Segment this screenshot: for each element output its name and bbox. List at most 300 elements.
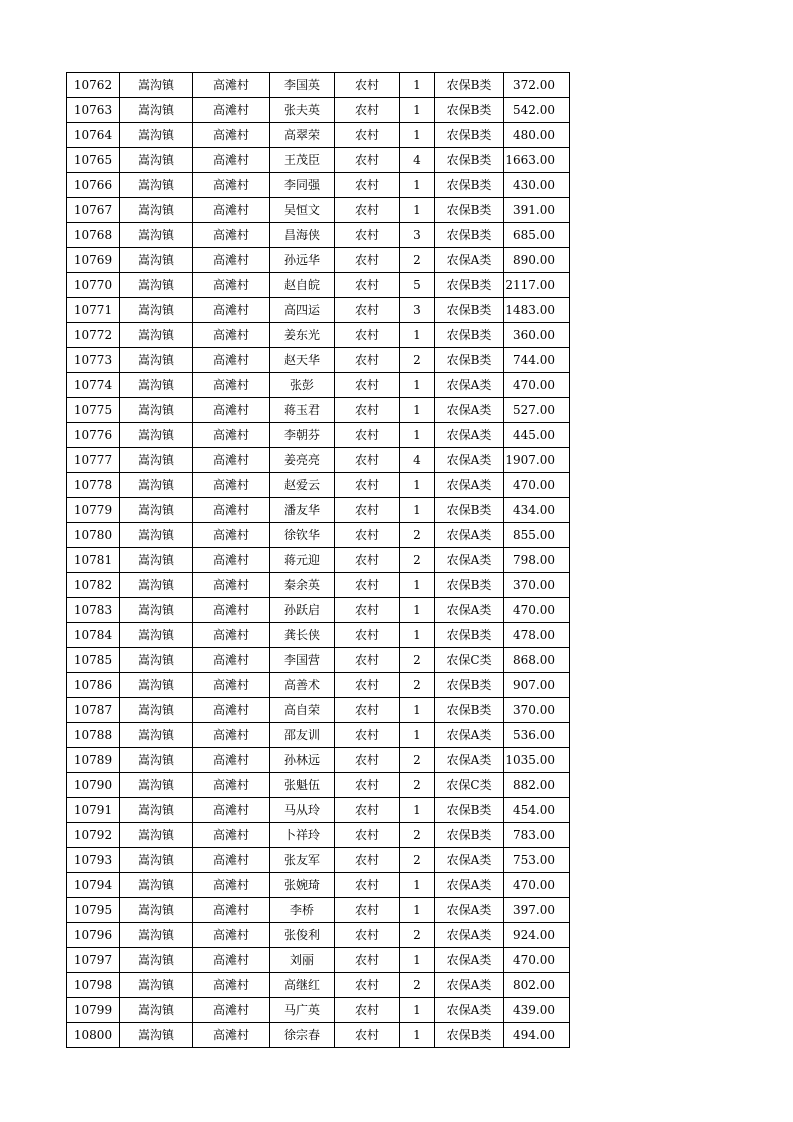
- household-count-cell: 1: [400, 73, 435, 98]
- amount-cell: 744.00: [504, 348, 570, 373]
- name-cell: 李同强: [270, 173, 335, 198]
- amount-cell: 397.00: [504, 898, 570, 923]
- insurance-category-cell: 农保B类: [435, 573, 504, 598]
- area-type-cell: 农村: [335, 123, 400, 148]
- area-type-cell: 农村: [335, 498, 400, 523]
- name-cell: 邵友训: [270, 723, 335, 748]
- name-cell: 孙跃启: [270, 598, 335, 623]
- amount-cell: 370.00: [504, 573, 570, 598]
- village-cell: 高滩村: [193, 273, 270, 298]
- table-row: [67, 398, 570, 423]
- village-cell: 高滩村: [193, 223, 270, 248]
- amount-cell: 685.00: [504, 223, 570, 248]
- table-row: [67, 998, 570, 1023]
- household-count-cell: 2: [400, 648, 435, 673]
- household-count-cell: 1: [400, 723, 435, 748]
- record-id-cell: 10799: [67, 998, 120, 1023]
- record-id-cell: 10779: [67, 498, 120, 523]
- table-row: [67, 1023, 570, 1048]
- insurance-category-cell: 农保B类: [435, 123, 504, 148]
- insurance-category-cell: 农保A类: [435, 398, 504, 423]
- record-id-cell: 10769: [67, 248, 120, 273]
- amount-cell: 868.00: [504, 648, 570, 673]
- area-type-cell: 农村: [335, 798, 400, 823]
- amount-cell: 454.00: [504, 798, 570, 823]
- amount-cell: 480.00: [504, 123, 570, 148]
- record-id-cell: 10783: [67, 598, 120, 623]
- area-type-cell: 农村: [335, 73, 400, 98]
- amount-cell: 1035.00: [504, 748, 570, 773]
- name-cell: 高自荣: [270, 698, 335, 723]
- name-cell: 秦余英: [270, 573, 335, 598]
- village-cell: 高滩村: [193, 173, 270, 198]
- household-count-cell: 1: [400, 1023, 435, 1048]
- insurance-category-cell: 农保B类: [435, 73, 504, 98]
- insurance-category-cell: 农保A类: [435, 448, 504, 473]
- household-count-cell: 1: [400, 123, 435, 148]
- village-cell: 高滩村: [193, 398, 270, 423]
- area-type-cell: 农村: [335, 848, 400, 873]
- record-id-cell: 10772: [67, 323, 120, 348]
- record-id-cell: 10765: [67, 148, 120, 173]
- table-row: [67, 823, 570, 848]
- village-cell: 高滩村: [193, 448, 270, 473]
- record-id-cell: 10782: [67, 573, 120, 598]
- amount-cell: 470.00: [504, 598, 570, 623]
- record-id-cell: 10784: [67, 623, 120, 648]
- area-type-cell: 农村: [335, 698, 400, 723]
- town-cell: 嵩沟镇: [120, 973, 193, 998]
- table-row: [67, 923, 570, 948]
- record-id-cell: 10780: [67, 523, 120, 548]
- area-type-cell: 农村: [335, 623, 400, 648]
- record-id-cell: 10798: [67, 973, 120, 998]
- area-type-cell: 农村: [335, 723, 400, 748]
- record-id-cell: 10770: [67, 273, 120, 298]
- record-id-cell: 10777: [67, 448, 120, 473]
- town-cell: 嵩沟镇: [120, 498, 193, 523]
- village-cell: 高滩村: [193, 773, 270, 798]
- name-cell: 张友军: [270, 848, 335, 873]
- amount-cell: 527.00: [504, 398, 570, 423]
- name-cell: 李朝芬: [270, 423, 335, 448]
- area-type-cell: 农村: [335, 773, 400, 798]
- insurance-category-cell: 农保A类: [435, 848, 504, 873]
- village-cell: 高滩村: [193, 98, 270, 123]
- record-id-cell: 10785: [67, 648, 120, 673]
- household-count-cell: 3: [400, 223, 435, 248]
- town-cell: 嵩沟镇: [120, 323, 193, 348]
- household-count-cell: 2: [400, 823, 435, 848]
- town-cell: 嵩沟镇: [120, 948, 193, 973]
- town-cell: 嵩沟镇: [120, 823, 193, 848]
- town-cell: 嵩沟镇: [120, 748, 193, 773]
- name-cell: 马从玲: [270, 798, 335, 823]
- insurance-category-cell: 农保B类: [435, 623, 504, 648]
- insurance-category-cell: 农保A类: [435, 873, 504, 898]
- record-id-cell: 10789: [67, 748, 120, 773]
- table-row: [67, 298, 570, 323]
- area-type-cell: 农村: [335, 148, 400, 173]
- town-cell: 嵩沟镇: [120, 998, 193, 1023]
- village-cell: 高滩村: [193, 648, 270, 673]
- insurance-category-cell: 农保B类: [435, 348, 504, 373]
- insurance-category-cell: 农保B类: [435, 698, 504, 723]
- town-cell: 嵩沟镇: [120, 98, 193, 123]
- table-row: [67, 348, 570, 373]
- area-type-cell: 农村: [335, 273, 400, 298]
- amount-cell: 360.00: [504, 323, 570, 348]
- record-id-cell: 10776: [67, 423, 120, 448]
- table-row: [67, 748, 570, 773]
- name-cell: 王茂臣: [270, 148, 335, 173]
- household-count-cell: 4: [400, 448, 435, 473]
- village-cell: 高滩村: [193, 298, 270, 323]
- name-cell: 蒋元迎: [270, 548, 335, 573]
- town-cell: 嵩沟镇: [120, 848, 193, 873]
- insurance-category-cell: 农保B类: [435, 173, 504, 198]
- town-cell: 嵩沟镇: [120, 123, 193, 148]
- table-row: [67, 623, 570, 648]
- area-type-cell: 农村: [335, 198, 400, 223]
- household-count-cell: 1: [400, 323, 435, 348]
- town-cell: 嵩沟镇: [120, 298, 193, 323]
- table-row: [67, 673, 570, 698]
- area-type-cell: 农村: [335, 423, 400, 448]
- village-cell: 高滩村: [193, 823, 270, 848]
- insurance-category-cell: 农保A类: [435, 548, 504, 573]
- amount-cell: 391.00: [504, 198, 570, 223]
- village-cell: 高滩村: [193, 373, 270, 398]
- household-count-cell: 2: [400, 523, 435, 548]
- name-cell: 姜东光: [270, 323, 335, 348]
- amount-cell: 372.00: [504, 73, 570, 98]
- town-cell: 嵩沟镇: [120, 248, 193, 273]
- record-id-cell: 10773: [67, 348, 120, 373]
- record-id-cell: 10788: [67, 723, 120, 748]
- household-count-cell: 1: [400, 623, 435, 648]
- amount-cell: 470.00: [504, 948, 570, 973]
- town-cell: 嵩沟镇: [120, 473, 193, 498]
- record-id-cell: 10792: [67, 823, 120, 848]
- village-cell: 高滩村: [193, 748, 270, 773]
- town-cell: 嵩沟镇: [120, 273, 193, 298]
- name-cell: 赵自皖: [270, 273, 335, 298]
- amount-cell: 1663.00: [504, 148, 570, 173]
- household-count-cell: 5: [400, 273, 435, 298]
- village-cell: 高滩村: [193, 473, 270, 498]
- name-cell: 张俊利: [270, 923, 335, 948]
- town-cell: 嵩沟镇: [120, 873, 193, 898]
- village-cell: 高滩村: [193, 848, 270, 873]
- amount-cell: 802.00: [504, 973, 570, 998]
- village-cell: 高滩村: [193, 673, 270, 698]
- insurance-category-cell: 农保B类: [435, 148, 504, 173]
- area-type-cell: 农村: [335, 573, 400, 598]
- table-row: [67, 323, 570, 348]
- area-type-cell: 农村: [335, 223, 400, 248]
- name-cell: 蒋玉君: [270, 398, 335, 423]
- village-cell: 高滩村: [193, 623, 270, 648]
- area-type-cell: 农村: [335, 948, 400, 973]
- record-id-cell: 10791: [67, 798, 120, 823]
- town-cell: 嵩沟镇: [120, 73, 193, 98]
- table-row: [67, 223, 570, 248]
- table-row: [67, 98, 570, 123]
- amount-cell: 536.00: [504, 723, 570, 748]
- village-cell: 高滩村: [193, 923, 270, 948]
- area-type-cell: 农村: [335, 98, 400, 123]
- village-cell: 高滩村: [193, 248, 270, 273]
- village-cell: 高滩村: [193, 123, 270, 148]
- town-cell: 嵩沟镇: [120, 773, 193, 798]
- village-cell: 高滩村: [193, 423, 270, 448]
- area-type-cell: 农村: [335, 448, 400, 473]
- name-cell: 张彭: [270, 373, 335, 398]
- record-id-cell: 10786: [67, 673, 120, 698]
- amount-cell: 855.00: [504, 523, 570, 548]
- area-type-cell: 农村: [335, 523, 400, 548]
- amount-cell: 470.00: [504, 473, 570, 498]
- amount-cell: 1907.00: [504, 448, 570, 473]
- household-count-cell: 2: [400, 773, 435, 798]
- record-id-cell: 10787: [67, 698, 120, 723]
- town-cell: 嵩沟镇: [120, 1023, 193, 1048]
- area-type-cell: 农村: [335, 173, 400, 198]
- area-type-cell: 农村: [335, 323, 400, 348]
- amount-cell: 753.00: [504, 848, 570, 873]
- table-row: [67, 148, 570, 173]
- record-id-cell: 10797: [67, 948, 120, 973]
- table-body: [67, 73, 570, 1048]
- amount-cell: 445.00: [504, 423, 570, 448]
- insurance-category-cell: 农保B类: [435, 798, 504, 823]
- record-id-cell: 10794: [67, 873, 120, 898]
- name-cell: 吴恒文: [270, 198, 335, 223]
- village-cell: 高滩村: [193, 898, 270, 923]
- household-count-cell: 2: [400, 348, 435, 373]
- town-cell: 嵩沟镇: [120, 723, 193, 748]
- town-cell: 嵩沟镇: [120, 798, 193, 823]
- record-id-cell: 10800: [67, 1023, 120, 1048]
- table-row: [67, 373, 570, 398]
- household-count-cell: 1: [400, 423, 435, 448]
- insurance-category-cell: 农保B类: [435, 198, 504, 223]
- amount-cell: 882.00: [504, 773, 570, 798]
- household-count-cell: 3: [400, 298, 435, 323]
- table-row: [67, 473, 570, 498]
- village-cell: 高滩村: [193, 973, 270, 998]
- amount-cell: 798.00: [504, 548, 570, 573]
- household-count-cell: 1: [400, 198, 435, 223]
- insurance-category-cell: 农保C类: [435, 648, 504, 673]
- area-type-cell: 农村: [335, 898, 400, 923]
- insurance-category-cell: 农保A类: [435, 723, 504, 748]
- record-id-cell: 10762: [67, 73, 120, 98]
- household-count-cell: 1: [400, 948, 435, 973]
- record-id-cell: 10764: [67, 123, 120, 148]
- household-count-cell: 1: [400, 498, 435, 523]
- insurance-category-cell: 农保B类: [435, 223, 504, 248]
- name-cell: 徐宗春: [270, 1023, 335, 1048]
- town-cell: 嵩沟镇: [120, 623, 193, 648]
- household-count-cell: 1: [400, 573, 435, 598]
- area-type-cell: 农村: [335, 248, 400, 273]
- town-cell: 嵩沟镇: [120, 223, 193, 248]
- household-count-cell: 1: [400, 398, 435, 423]
- table-row: [67, 248, 570, 273]
- household-count-cell: 2: [400, 748, 435, 773]
- town-cell: 嵩沟镇: [120, 573, 193, 598]
- name-cell: 李桥: [270, 898, 335, 923]
- name-cell: 徐钦华: [270, 523, 335, 548]
- table-row: [67, 448, 570, 473]
- town-cell: 嵩沟镇: [120, 698, 193, 723]
- table-row: [67, 723, 570, 748]
- insurance-category-cell: 农保B类: [435, 1023, 504, 1048]
- town-cell: 嵩沟镇: [120, 148, 193, 173]
- name-cell: 张婉琦: [270, 873, 335, 898]
- insurance-category-cell: 农保A类: [435, 998, 504, 1023]
- record-id-cell: 10795: [67, 898, 120, 923]
- town-cell: 嵩沟镇: [120, 598, 193, 623]
- amount-cell: 470.00: [504, 873, 570, 898]
- household-count-cell: 2: [400, 973, 435, 998]
- amount-cell: 434.00: [504, 498, 570, 523]
- insurance-category-cell: 农保B类: [435, 823, 504, 848]
- household-count-cell: 1: [400, 173, 435, 198]
- household-count-cell: 1: [400, 898, 435, 923]
- area-type-cell: 农村: [335, 873, 400, 898]
- name-cell: 高四运: [270, 298, 335, 323]
- town-cell: 嵩沟镇: [120, 198, 193, 223]
- records-table: [66, 72, 570, 1048]
- table-row: [67, 648, 570, 673]
- amount-cell: 370.00: [504, 698, 570, 723]
- insurance-category-cell: 农保A类: [435, 923, 504, 948]
- area-type-cell: 农村: [335, 748, 400, 773]
- insurance-category-cell: 农保A类: [435, 523, 504, 548]
- name-cell: 高翠荣: [270, 123, 335, 148]
- household-count-cell: 1: [400, 598, 435, 623]
- area-type-cell: 农村: [335, 548, 400, 573]
- insurance-category-cell: 农保B类: [435, 98, 504, 123]
- name-cell: 昌海侠: [270, 223, 335, 248]
- name-cell: 李国英: [270, 73, 335, 98]
- table-row: [67, 698, 570, 723]
- record-id-cell: 10778: [67, 473, 120, 498]
- amount-cell: 890.00: [504, 248, 570, 273]
- town-cell: 嵩沟镇: [120, 373, 193, 398]
- town-cell: 嵩沟镇: [120, 923, 193, 948]
- town-cell: 嵩沟镇: [120, 398, 193, 423]
- area-type-cell: 农村: [335, 398, 400, 423]
- village-cell: 高滩村: [193, 348, 270, 373]
- village-cell: 高滩村: [193, 498, 270, 523]
- area-type-cell: 农村: [335, 348, 400, 373]
- area-type-cell: 农村: [335, 598, 400, 623]
- amount-cell: 430.00: [504, 173, 570, 198]
- household-count-cell: 2: [400, 248, 435, 273]
- table-row: [67, 773, 570, 798]
- town-cell: 嵩沟镇: [120, 448, 193, 473]
- table-row: [67, 523, 570, 548]
- amount-cell: 2117.00: [504, 273, 570, 298]
- area-type-cell: 农村: [335, 373, 400, 398]
- amount-cell: 478.00: [504, 623, 570, 648]
- village-cell: 高滩村: [193, 873, 270, 898]
- household-count-cell: 1: [400, 698, 435, 723]
- area-type-cell: 农村: [335, 923, 400, 948]
- name-cell: 卜祥玲: [270, 823, 335, 848]
- village-cell: 高滩村: [193, 948, 270, 973]
- insurance-category-cell: 农保A类: [435, 598, 504, 623]
- insurance-category-cell: 农保B类: [435, 298, 504, 323]
- insurance-category-cell: 农保A类: [435, 423, 504, 448]
- table-row: [67, 198, 570, 223]
- table-row: [67, 498, 570, 523]
- insurance-category-cell: 农保B类: [435, 498, 504, 523]
- name-cell: 马广英: [270, 998, 335, 1023]
- household-count-cell: 2: [400, 923, 435, 948]
- village-cell: 高滩村: [193, 573, 270, 598]
- amount-cell: 783.00: [504, 823, 570, 848]
- village-cell: 高滩村: [193, 998, 270, 1023]
- insurance-category-cell: 农保C类: [435, 773, 504, 798]
- table-row: [67, 573, 570, 598]
- household-count-cell: 2: [400, 673, 435, 698]
- record-id-cell: 10774: [67, 373, 120, 398]
- name-cell: 龚长侠: [270, 623, 335, 648]
- household-count-cell: 1: [400, 98, 435, 123]
- insurance-category-cell: 农保A类: [435, 248, 504, 273]
- insurance-category-cell: 农保A类: [435, 473, 504, 498]
- amount-cell: 924.00: [504, 923, 570, 948]
- insurance-category-cell: 农保B类: [435, 673, 504, 698]
- insurance-category-cell: 农保B类: [435, 323, 504, 348]
- amount-cell: 542.00: [504, 98, 570, 123]
- record-id-cell: 10793: [67, 848, 120, 873]
- insurance-category-cell: 农保A类: [435, 898, 504, 923]
- record-id-cell: 10767: [67, 198, 120, 223]
- record-id-cell: 10796: [67, 923, 120, 948]
- village-cell: 高滩村: [193, 523, 270, 548]
- name-cell: 孙林远: [270, 748, 335, 773]
- name-cell: 刘丽: [270, 948, 335, 973]
- table-row: [67, 73, 570, 98]
- record-id-cell: 10790: [67, 773, 120, 798]
- village-cell: 高滩村: [193, 323, 270, 348]
- table-row: [67, 273, 570, 298]
- amount-cell: 470.00: [504, 373, 570, 398]
- name-cell: 高继红: [270, 973, 335, 998]
- town-cell: 嵩沟镇: [120, 548, 193, 573]
- area-type-cell: 农村: [335, 823, 400, 848]
- record-id-cell: 10763: [67, 98, 120, 123]
- town-cell: 嵩沟镇: [120, 523, 193, 548]
- household-count-cell: 1: [400, 873, 435, 898]
- household-count-cell: 1: [400, 373, 435, 398]
- record-id-cell: 10781: [67, 548, 120, 573]
- amount-cell: 907.00: [504, 673, 570, 698]
- town-cell: 嵩沟镇: [120, 173, 193, 198]
- table-row: [67, 873, 570, 898]
- town-cell: 嵩沟镇: [120, 648, 193, 673]
- village-cell: 高滩村: [193, 1023, 270, 1048]
- amount-cell: 439.00: [504, 998, 570, 1023]
- household-count-cell: 1: [400, 473, 435, 498]
- record-id-cell: 10775: [67, 398, 120, 423]
